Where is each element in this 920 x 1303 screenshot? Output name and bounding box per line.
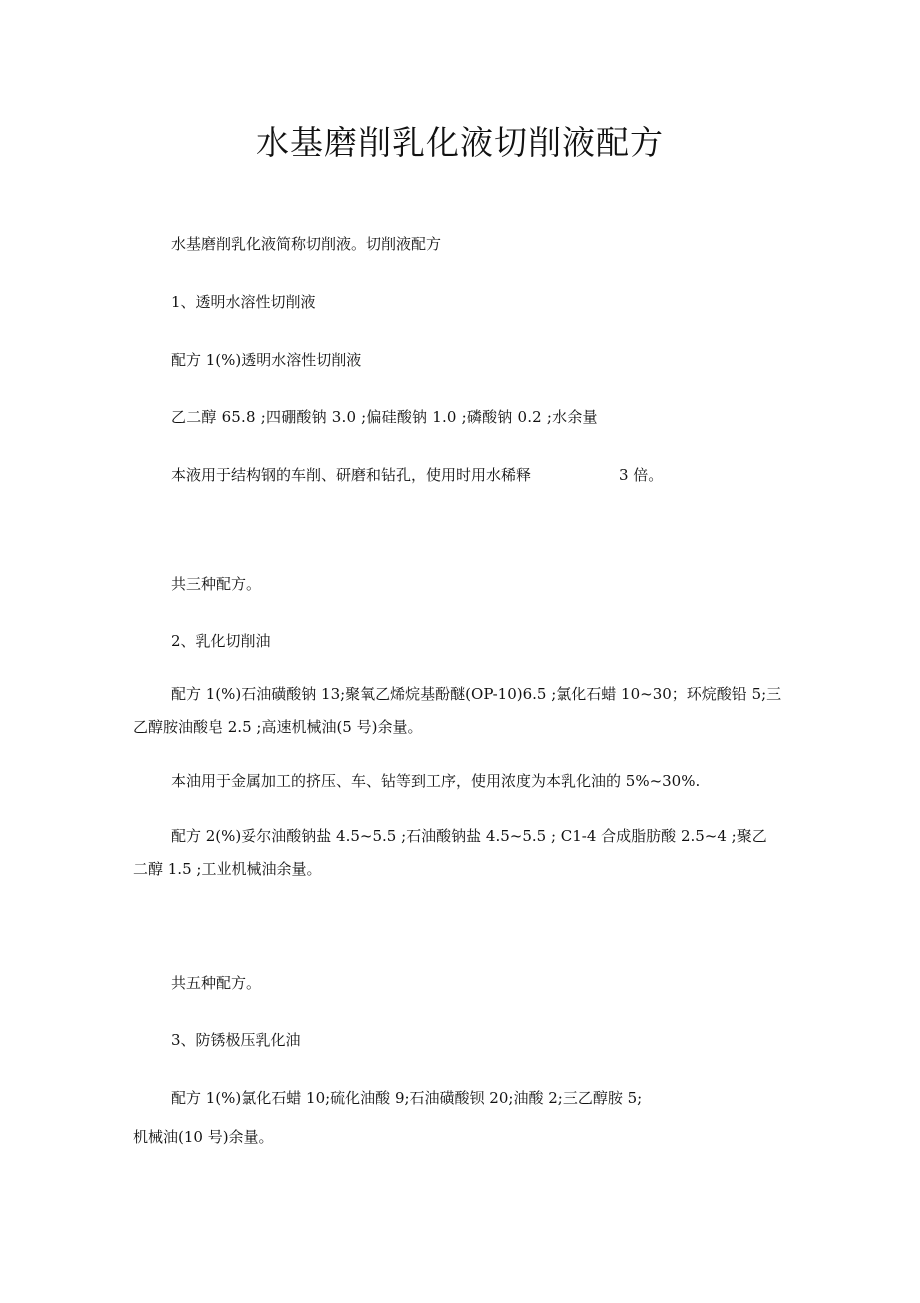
count-line-2: 共五种配方。 (171, 974, 262, 992)
usage-1-dilution: 3 倍。 (619, 466, 664, 484)
formula-1-title: 配方 1(%)透明水溶性切削液 (171, 351, 362, 369)
formula-1-body: 乙二醇 65.8 ;四硼酸钠 3.0 ;偏硅酸钠 1.0 ;磷酸钠 0.2 ;水余量 (171, 408, 598, 426)
formula-2-2-line-b: 二醇 1.5 ;工业机械油余量。 (133, 860, 322, 878)
document-title: 水基磨削乳化液切削液配方 (256, 123, 664, 162)
formula-2-1-line-b: 乙醇胺油酸皂 2.5 ;高速机械油(5 号)余量。 (133, 718, 423, 736)
count-line-1: 共三种配方。 (171, 575, 262, 593)
intro-line: 水基磨削乳化液简称切削液。切削液配方 (171, 235, 442, 253)
section-2-heading: 2、乳化切削油 (171, 632, 271, 650)
formula-3-1-line-a: 配方 1(%)氯化石蜡 10;硫化油酸 9;石油磺酸钡 20;油酸 2;三乙醇胺 5; (171, 1089, 643, 1107)
section-3-heading: 3、防锈极压乳化油 (171, 1031, 301, 1049)
formula-2-1-line-a: 配方 1(%)石油磺酸钠 13;聚氧乙烯烷基酚醚(OP-10)6.5 ;氯化石蜡 10~30；环烷酸铅 5;三 (171, 685, 782, 703)
formula-3-1-line-b: 机械油(10 号)余量。 (133, 1128, 274, 1146)
usage-1-text: 本液用于结构钢的车削、研磨和钻孔，使用时用水稀释 (171, 466, 532, 484)
usage-2-text: 本油用于金属加工的挤压、车、钻等到工序，使用浓度为本乳化油的 5%~30%. (171, 772, 701, 790)
formula-2-2-line-a: 配方 2(%)妥尔油酸钠盐 4.5~5.5 ;石油酸钠盐 4.5~5.5 ; C1-4 合成脂肪酸 2.5~4 ;聚乙 (171, 827, 767, 845)
section-1-heading: 1、透明水溶性切削液 (171, 293, 316, 311)
